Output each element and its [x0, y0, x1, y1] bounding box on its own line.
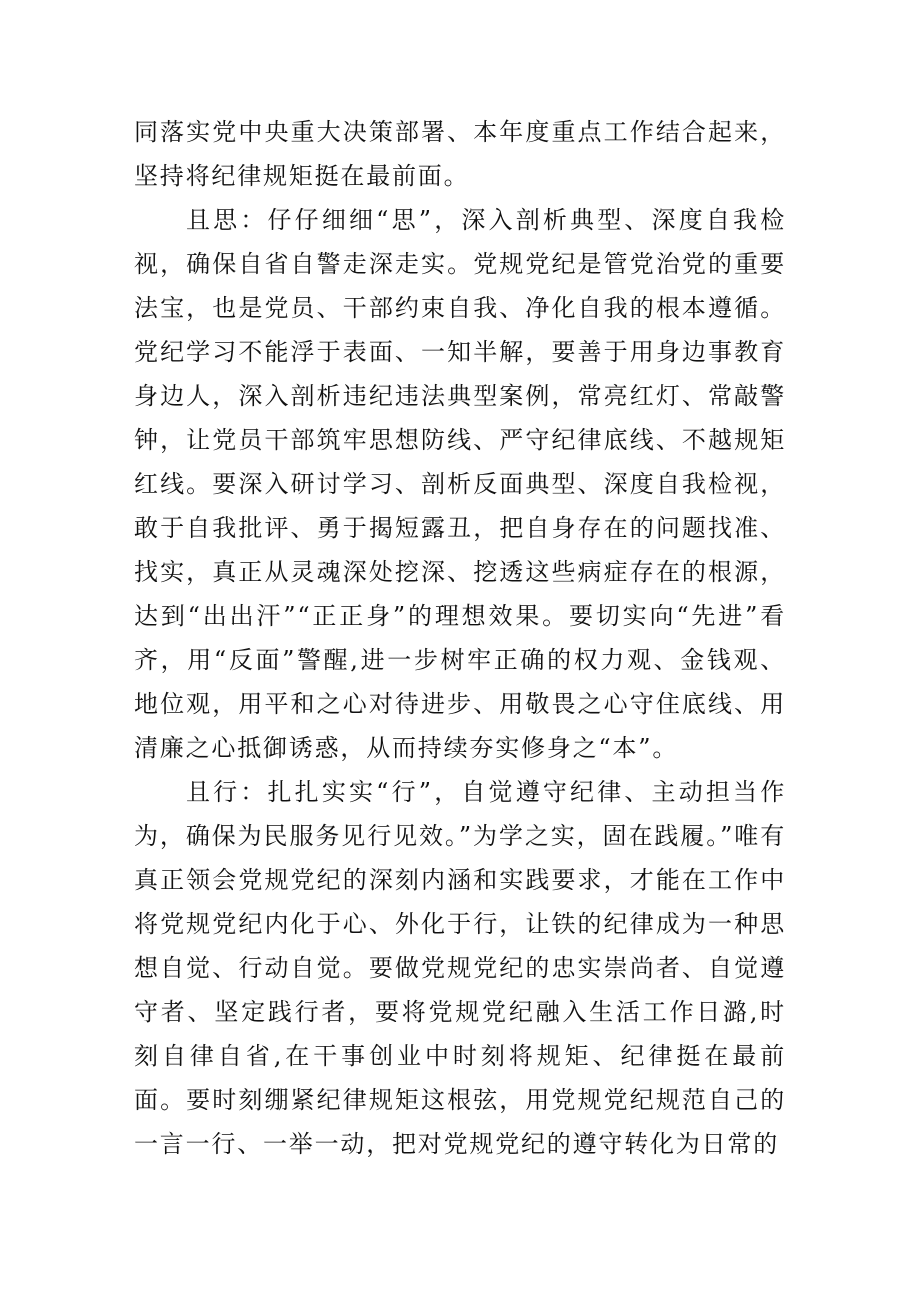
paragraph-qiexing: 且行：扎扎实实“行”，自觉遵守纪律、主动担当作为，确保为民服务见行见效。”为学之实，固在践履。”唯有真正领会党规党纪的深刻内涵和实践要求，才能在工作中将党规党纪内化于心、外化于行，让铁的纪律成为一种思想自觉、行动自觉。要做党规党纪的忠实崇尚者、自觉遵守者、坚定践行者，要将党规党纪融入生活工作日潞,时刻自律自省,在干事创业中时刻将规矩、纪律挺在最前面。要时刻绷紧纪律规矩这根弦，用党规党纪规范自己的一言一行、一举一动，把对党规党纪的遵守转化为日常的	[134, 778, 786, 1158]
paragraph-qiesi: 且思：仔仔细细“思”，深入剖析典型、深度自我检视，确保自省自警走深走实。党规党纪是管党治党的重要法宝，也是党员、干部约束自我、净化自我的根本遵循。党纪学习不能浮于表面、一知半解，要善于用身边事教育身边人，深入剖析违纪违法典型案例，常亮红灯、常敲警钟，让党员干部筑牢思想防线、严守纪律底线、不越规矩红线。要深入研讨学习、剖析反面典型、深度自我检视，敢于自我批评、勇于揭短露丑，把自身存在的问题找准、找实，真正从灵魂深处挖深、挖透这些病症存在的根源，达到“出出汗”“正正身”的理想效果。要切实向“先进”看齐，用“反面”警醒,进一步树牢正确的权力观、金钱观、地位观，用平和之心对待进步、用敬畏之心守住底线、用清廉之心抵御诱惑，从而持续夯实修身之“本”。	[134, 206, 786, 762]
paragraph-continuation: 同落实党中央重大决策部署、本年度重点工作结合起来，坚持将纪律规矩挺在最前面。	[134, 118, 786, 190]
document-body	[134, 110, 786, 1166]
